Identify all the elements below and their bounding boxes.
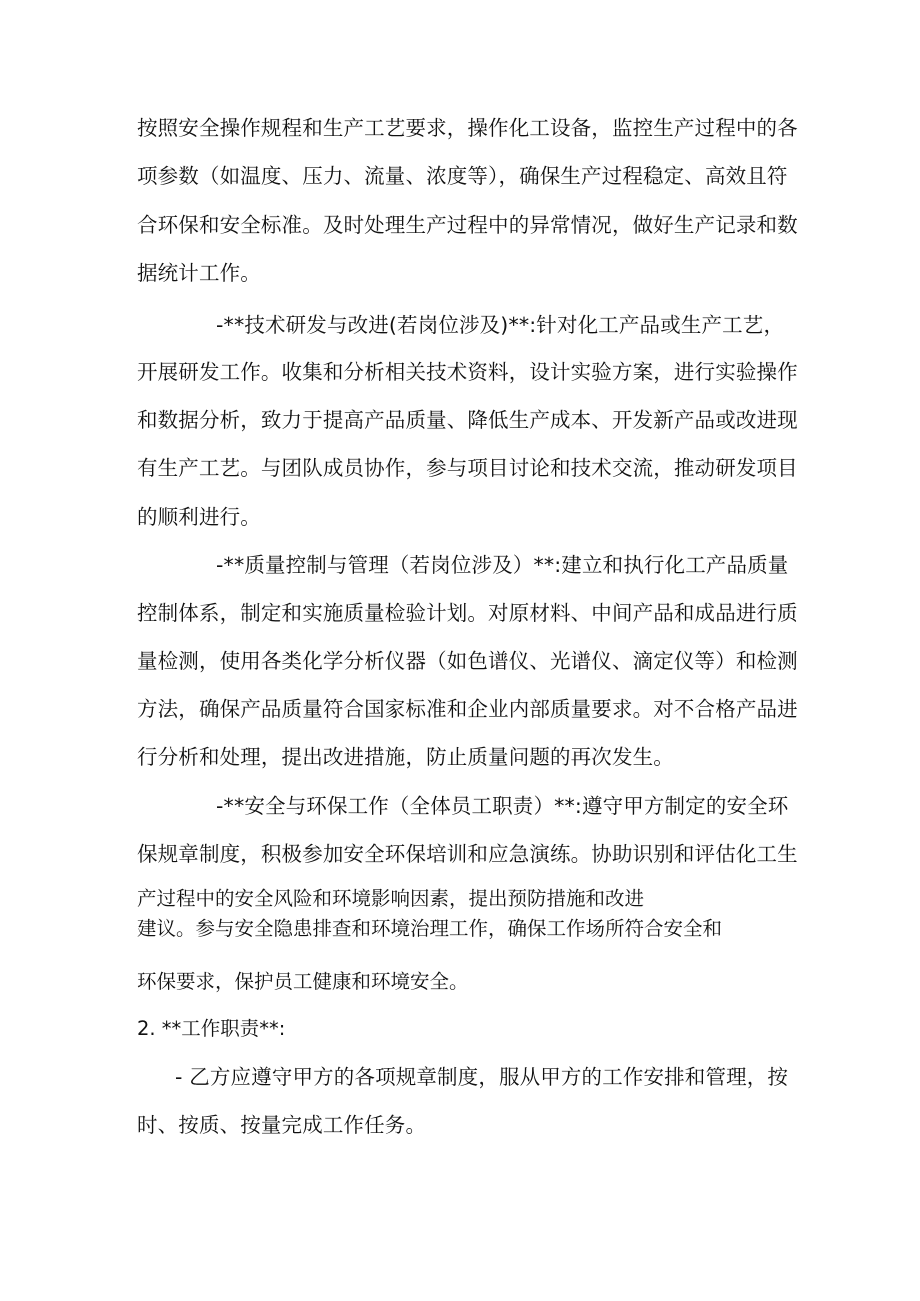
paragraph-line: 按照安全操作规程和生产工艺要求，操作化工设备，监控生产过程中的各 [137,116,798,140]
section-heading-rd: -**技术研发与改进(若岗位涉及)**:针对化工产品或生产工艺， [216,313,785,337]
numbered-heading: 2. **工作职责**: [137,1017,286,1040]
section-heading-quality: -**质量控制与管理（若岗位涉及）**:建立和执行化工产品质量 [216,553,789,577]
paragraph-line: 开展研发工作。收集和分析相关技术资料，设计实验方案，进行实验操作 [137,360,798,384]
paragraph-line: 和数据分析，致力于提高产品质量、降低生产成本、开发新产品或改进现 [137,408,798,432]
paragraph-line: 量检测，使用各类化学分析仪器（如色谱仪、光谱仪、滴定仪等）和检测 [137,649,798,673]
paragraph-line: 方法，确保产品质量符合国家标准和企业内部质量要求。对不合格产品进 [137,697,798,721]
paragraph-line: 项参数（如温度、压力、流量、浓度等），确保生产过程稳定、高效且符 [137,164,788,188]
list-item: - 乙方应遵守甲方的各项规章制度，服从甲方的工作安排和管理，按 [175,1065,789,1089]
section-heading-safety: -**安全与环保工作（全体员工职责）**:遵守甲方制定的安全环 [216,794,789,818]
paragraph-line: 控制体系，制定和实施质量检验计划。对原材料、中间产品和成品进行质 [137,601,798,625]
paragraph-line: 合环保和安全标准。及时处理生产过程中的异常情况，做好生产记录和数 [137,213,798,237]
paragraph-line: 的顺利进行。 [137,505,261,529]
paragraph-line: 时、按质、按量完成工作任务。 [137,1113,427,1137]
paragraph-line: 据统计工作。 [137,261,261,285]
paragraph-line: 有生产工艺。与团队成员协作，参与项目讨论和技术交流，推动研发项目 [137,456,798,480]
paragraph-line: 环保要求，保护员工健康和环境安全。 [137,970,469,993]
paragraph-line: 行分析和处理，提出改进措施，防止质量问题的再次发生。 [137,745,674,769]
paragraph-line: 建议。参与安全隐患排查和环境治理工作，确保工作场所符合安全和 [137,917,723,940]
paragraph-line: 产过程中的安全风险和环境影响因素，提出预防措施和改进 [137,887,645,910]
paragraph-line: 保规章制度，积极参加安全环保培训和应急演练。协助识别和评估化工生 [137,842,798,866]
